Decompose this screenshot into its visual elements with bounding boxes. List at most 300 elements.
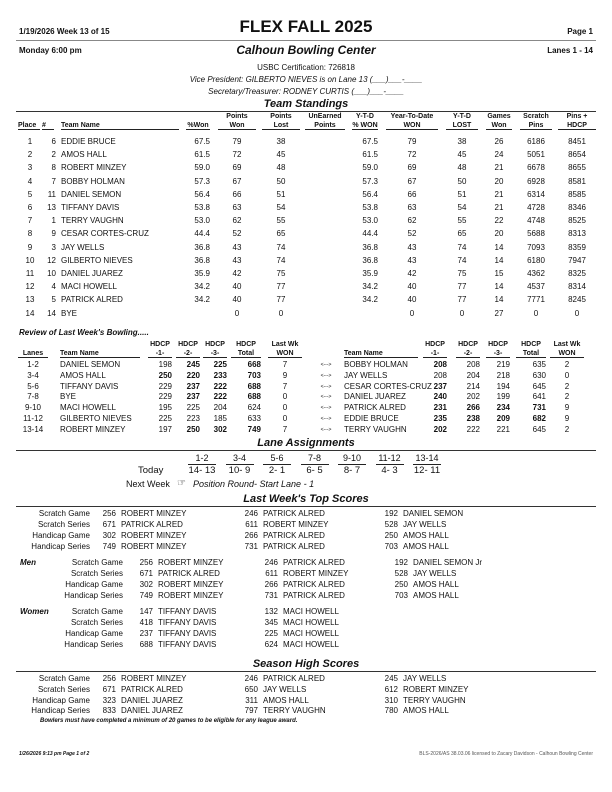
- total: 668: [247, 360, 261, 369]
- category: Scratch Series: [37, 520, 90, 529]
- header-right-g3: -3-: [486, 350, 510, 358]
- opponent-team-name: BOBBY HOLMAN: [344, 360, 408, 369]
- ytd-won: 63: [407, 203, 417, 212]
- opponent-game-2: 204: [466, 370, 480, 380]
- score: 418: [139, 618, 153, 627]
- team-name: TIFFANY DAVIS: [60, 381, 119, 391]
- header-team-name: Team Name: [61, 122, 179, 130]
- team-name: DANIEL SEMON: [60, 360, 121, 369]
- opponent-game-2: 222: [466, 424, 480, 434]
- bowler-name: DANIEL SEMON Jr: [413, 558, 483, 567]
- bowler-name: JAY WELLS: [413, 569, 457, 578]
- bowler-name: TIFFANY DAVIS: [158, 607, 217, 616]
- team-number: 7: [51, 176, 56, 186]
- category: Scratch Game: [38, 509, 90, 518]
- header-unearned-points-top: UnEarned: [308, 113, 342, 120]
- score: 245: [384, 674, 398, 683]
- bowler-name: AMOS HALL: [403, 531, 449, 540]
- score: 323: [102, 695, 116, 705]
- score: 731: [264, 591, 278, 600]
- bowler-name: AMOS HALL: [413, 580, 459, 589]
- place: 10: [25, 255, 35, 265]
- points-won: 66: [232, 189, 242, 199]
- opponent-last-week-won: 2: [564, 392, 570, 402]
- opponent-team-name: DANIEL JUAREZ: [344, 392, 406, 402]
- pointing-hand-icon: ☞: [177, 478, 186, 489]
- ytd-won: 42: [407, 269, 417, 278]
- review-title: Review of Last Week's Bowling.....: [19, 328, 149, 337]
- next-week-row: [0, 478, 612, 490]
- bowler-name: ROBERT MINZEY: [283, 569, 349, 578]
- game-1: 229: [158, 381, 172, 391]
- header-ytd-pct-won-top: Y-T-D: [356, 113, 374, 120]
- header-place: Place: [18, 122, 40, 130]
- score: 833: [102, 706, 116, 716]
- scratch-pins: 5051: [527, 150, 545, 160]
- game-3: 233: [213, 370, 227, 380]
- pins-hdcp: 8451: [568, 137, 586, 146]
- ytd-pct-won: 35.9: [362, 269, 378, 278]
- pct-won: 56.4: [194, 189, 210, 199]
- header-right-total: Total: [516, 350, 546, 358]
- team-name: AMOS HALL: [60, 370, 106, 380]
- review-row: [0, 371, 612, 382]
- bowler-name: PATRICK ALRED: [263, 674, 325, 683]
- header-lanes: Lanes: [18, 350, 48, 358]
- header-right-won: WON: [550, 350, 584, 358]
- opponent-last-week-won: 2: [564, 424, 570, 434]
- category: Handicap Series: [31, 542, 90, 551]
- team-name: MACI HOWELL: [61, 282, 118, 292]
- score: 671: [102, 684, 116, 694]
- pct-won: 36.8: [194, 255, 210, 265]
- place: 11: [25, 269, 35, 278]
- top-women-row: [0, 617, 612, 628]
- bowler-name: ROBERT MINZEY: [121, 531, 187, 540]
- standings-row: [0, 161, 612, 174]
- place: 1: [27, 137, 33, 146]
- ytd-lost: 0: [459, 308, 465, 318]
- team-number: 2: [51, 150, 56, 160]
- total: 688: [247, 392, 261, 402]
- pct-won: 44.4: [194, 229, 210, 239]
- team-number: 6: [51, 137, 56, 146]
- scratch-pins: 5688: [527, 229, 545, 239]
- header-points-won-top: Points: [226, 113, 248, 120]
- score: 528: [384, 520, 398, 529]
- opponent-game-1: 235: [433, 414, 447, 423]
- bowler-name: DANIEL JUAREZ: [121, 706, 183, 716]
- team-number: 5: [51, 295, 56, 305]
- versus-arrow-icon: <--->: [320, 416, 332, 422]
- lane-assignments-title: Lane Assignments: [257, 437, 355, 449]
- score: 731: [244, 542, 258, 551]
- women-label: Women: [20, 607, 49, 616]
- bowler-name: PATRICK ALRED: [283, 591, 345, 600]
- lane-pair: 1-2: [188, 452, 216, 465]
- points-won: 67: [232, 176, 242, 186]
- lane-pair: 13-14: [413, 452, 441, 465]
- score: 688: [139, 640, 153, 649]
- team-number: 9: [51, 229, 56, 239]
- pct-won: 35.9: [194, 269, 210, 278]
- bowler-name: MACI HOWELL: [283, 629, 340, 638]
- team-number: 8: [51, 163, 56, 173]
- today-assignment: 10- 9: [228, 465, 251, 476]
- header-right-g2: -2-: [456, 350, 480, 358]
- standings-row: [0, 280, 612, 293]
- team-number: 10: [47, 269, 56, 278]
- header-ytd-lost-top: Y-T-D: [453, 113, 471, 120]
- points-won: 62: [232, 216, 242, 226]
- points-lost: 55: [276, 216, 286, 226]
- game-1: 197: [158, 424, 172, 434]
- header-left-g1-top: HDCP: [150, 341, 170, 348]
- opponent-game-2: 202: [466, 392, 480, 402]
- pct-won: 57.3: [194, 176, 210, 186]
- score: 266: [264, 580, 278, 589]
- score: 250: [394, 580, 408, 589]
- lanes: 5-6: [27, 381, 39, 391]
- season-high-row: [0, 674, 612, 685]
- score: 345: [264, 618, 278, 627]
- points-lost: 0: [278, 308, 284, 318]
- ytd-won: 79: [407, 137, 417, 146]
- opponent-last-week-won: 2: [564, 381, 570, 391]
- bowler-name: JAY WELLS: [403, 520, 447, 529]
- bowler-name: PATRICK ALRED: [283, 580, 345, 589]
- score: 266: [244, 531, 258, 540]
- today-row: [0, 465, 612, 477]
- bowler-name: TIFFANY DAVIS: [158, 618, 217, 627]
- pct-won: 59.0: [194, 163, 210, 173]
- season-high-title: Season High Scores: [252, 658, 360, 670]
- category: Scratch Series: [70, 569, 123, 578]
- opponent-game-1: 208: [433, 360, 447, 369]
- place: 5: [27, 189, 33, 199]
- ytd-lost: 54: [457, 203, 467, 212]
- ytd-lost: 51: [457, 189, 467, 199]
- points-lost: 65: [276, 229, 286, 239]
- points-lost: 54: [276, 203, 286, 212]
- ytd-pct-won: 44.4: [362, 229, 378, 239]
- bowler-name: MACI HOWELL: [283, 640, 340, 649]
- game-3: 185: [213, 414, 227, 423]
- top-women-row: [0, 639, 612, 650]
- opponent-last-week-won: 0: [564, 370, 570, 380]
- header-team-number: #: [42, 122, 54, 130]
- score: 246: [244, 509, 258, 518]
- team-number: 12: [47, 255, 56, 265]
- opponent-last-week-won: 2: [564, 360, 570, 369]
- scratch-pins: 0: [533, 308, 539, 318]
- header-points-lost: Lost: [262, 122, 300, 130]
- standings-row: [0, 307, 612, 320]
- ytd-lost: 74: [457, 242, 467, 252]
- header-pins-hdcp: HDCP: [558, 122, 596, 130]
- license-info: BLS-2026/AS 38.03.06 licensed to Zacary Davidson - Calhoun Bowling Center: [419, 751, 593, 757]
- game-3: 204: [213, 403, 227, 413]
- games-won: 26: [494, 137, 504, 146]
- opponent-total: 731: [532, 403, 546, 413]
- ytd-lost: 77: [457, 295, 467, 305]
- ytd-won: 0: [409, 308, 415, 318]
- ytd-pct-won: 34.2: [362, 282, 378, 292]
- team-number: 4: [51, 282, 56, 292]
- standings-title: Team Standings: [263, 98, 349, 110]
- opponent-game-1: 208: [433, 370, 447, 380]
- pins-hdcp: 8359: [568, 242, 586, 252]
- place: 3: [27, 163, 33, 173]
- games-won: 14: [494, 255, 504, 265]
- score: 225: [264, 629, 278, 638]
- opponent-total: 645: [532, 424, 546, 434]
- game-2: 225: [186, 403, 200, 413]
- score: 611: [265, 569, 278, 578]
- team-number: 1: [51, 216, 56, 226]
- bowler-name: ROBERT MINZEY: [121, 542, 187, 551]
- points-lost: 77: [276, 282, 286, 292]
- total: 633: [247, 414, 261, 423]
- header-right-won-top: Last Wk: [553, 341, 581, 348]
- pct-won: 67.5: [194, 137, 210, 146]
- standings-row: [0, 241, 612, 254]
- standings-row: [0, 135, 612, 148]
- versus-arrow-icon: <--->: [320, 372, 332, 379]
- pins-hdcp: 8313: [568, 229, 586, 239]
- score: 250: [384, 531, 398, 540]
- header-right-g3-top: HDCP: [488, 341, 508, 348]
- points-won: 52: [232, 229, 242, 239]
- score: 624: [264, 640, 278, 649]
- review-row: [0, 403, 612, 414]
- category: Handicap Series: [64, 591, 123, 600]
- pins-hdcp: 8325: [568, 269, 586, 278]
- league-title: FLEX FALL 2025: [239, 17, 373, 36]
- bowler-name: TERRY VAUGHN: [403, 695, 466, 705]
- opponent-total: 641: [532, 392, 546, 402]
- category: Handicap Series: [31, 706, 90, 716]
- opponent-total: 682: [532, 414, 546, 423]
- total: 624: [247, 403, 261, 413]
- games-won: 20: [494, 229, 504, 239]
- ytd-pct-won: 67.5: [362, 137, 378, 146]
- pins-hdcp: 0: [574, 308, 580, 318]
- score: 256: [102, 509, 116, 518]
- print-info: 1/26/2026 9:13 pm Page 1 of 2: [19, 751, 90, 757]
- bowling-center: Calhoun Bowling Center: [236, 43, 376, 57]
- games-won: 21: [494, 203, 504, 212]
- score: 650: [244, 684, 258, 694]
- score: 302: [102, 531, 116, 540]
- games-won: 14: [494, 282, 504, 292]
- header-right-team-name: Team Name: [344, 350, 418, 358]
- last-week-won: 7: [282, 424, 288, 434]
- score: 611: [245, 520, 258, 529]
- pct-won: 61.5: [194, 150, 210, 160]
- bowler-name: PATRICK ALRED: [263, 531, 325, 540]
- pct-won: 34.2: [194, 282, 210, 292]
- pins-hdcp: 8655: [568, 163, 586, 173]
- pins-hdcp: 8245: [568, 295, 586, 305]
- header-pct-won: %Won: [187, 122, 209, 129]
- ytd-won: 52: [407, 229, 417, 239]
- scratch-pins: 6314: [527, 189, 545, 199]
- game-3: 222: [213, 381, 227, 391]
- lane-pairs-row: [0, 452, 612, 464]
- opponent-team-name: PATRICK ALRED: [344, 403, 406, 413]
- game-1: 198: [158, 360, 172, 369]
- ytd-won: 43: [407, 242, 417, 252]
- season-high-row: [0, 696, 612, 707]
- points-lost: 74: [276, 242, 286, 252]
- opponent-game-1: 237: [433, 381, 447, 391]
- header-unearned-points: Points: [305, 122, 345, 130]
- top-men-row: [0, 568, 612, 579]
- pins-hdcp: 8581: [568, 176, 586, 186]
- team-number: 3: [51, 242, 56, 252]
- score: 132: [264, 607, 278, 616]
- today-assignment: 2- 1: [268, 465, 286, 476]
- score: 246: [244, 674, 258, 683]
- pins-hdcp: 8314: [568, 282, 586, 292]
- header-ytd-pct-won: % WON: [352, 122, 378, 129]
- score: 797: [244, 706, 258, 716]
- games-won: 14: [494, 242, 504, 252]
- total: 749: [247, 424, 261, 434]
- points-lost: 74: [276, 255, 286, 265]
- score: 192: [384, 509, 398, 518]
- header-left-won-top: Last Wk: [271, 341, 299, 348]
- opponent-total: 645: [532, 381, 546, 391]
- lanes: 3-4: [27, 370, 39, 380]
- points-won: 43: [232, 255, 242, 265]
- bowler-name: ROBERT MINZEY: [403, 684, 469, 694]
- opponent-total: 635: [532, 360, 546, 369]
- place: 8: [27, 229, 33, 239]
- pct-won: 36.8: [194, 242, 210, 252]
- scratch-pins: 6678: [527, 163, 545, 173]
- bowler-name: ROBERT MINZEY: [121, 674, 187, 683]
- ytd-lost: 38: [457, 137, 467, 146]
- game-3: 225: [213, 360, 227, 369]
- category: Handicap Game: [65, 580, 123, 589]
- header-left-g3-top: HDCP: [205, 341, 225, 348]
- points-won: 63: [232, 203, 242, 212]
- season-high-row: [0, 706, 612, 717]
- header-left-g2: -2-: [176, 350, 200, 358]
- bowler-name: PATRICK ALRED: [263, 509, 325, 518]
- pins-hdcp: 8654: [568, 150, 586, 160]
- team-name: GILBERTO NIEVES: [61, 255, 133, 265]
- last-week-won: 0: [282, 414, 288, 423]
- points-won: 43: [232, 242, 242, 252]
- today-assignment: 14- 13: [188, 465, 216, 476]
- today-label: Today: [138, 465, 164, 476]
- standings-row: [0, 188, 612, 201]
- top-men-row: [0, 590, 612, 601]
- lane-pair: 5-6: [263, 452, 291, 465]
- top-men-row: [0, 579, 612, 590]
- last-week-won: 7: [282, 360, 288, 369]
- pins-hdcp: 8585: [568, 189, 586, 199]
- category: Handicap Series: [64, 640, 123, 649]
- ytd-pct-won: 53.8: [362, 203, 378, 212]
- lanes: 13-14: [22, 424, 44, 434]
- opponent-game-3: 219: [496, 360, 510, 369]
- header-points-lost-top: Points: [270, 113, 292, 120]
- header-scratch-pins-top: Scratch: [523, 113, 549, 120]
- top-all-row: [0, 508, 612, 519]
- review-row: [0, 360, 612, 371]
- opponent-game-3: 234: [496, 403, 510, 413]
- total: 688: [247, 381, 261, 391]
- category: Handicap Game: [32, 695, 90, 705]
- bowler-name: ROBERT MINZEY: [121, 509, 187, 518]
- opponent-game-3: 209: [496, 414, 510, 423]
- points-won: 42: [232, 269, 242, 278]
- team-name: JAY WELLS: [61, 242, 105, 252]
- opponent-game-2: 214: [466, 381, 480, 391]
- review-row: [0, 425, 612, 436]
- bowler-name: PATRICK ALRED: [121, 684, 183, 694]
- opponent-game-2: 238: [466, 414, 480, 423]
- game-3: 302: [213, 424, 227, 434]
- games-won: 21: [494, 163, 504, 173]
- game-1: 195: [158, 403, 172, 413]
- lanes: 11-12: [23, 414, 43, 423]
- bowler-name: ROBERT MINZEY: [158, 580, 224, 589]
- opponent-game-2: 266: [466, 403, 480, 413]
- team-name: BYE: [60, 392, 77, 402]
- ytd-lost: 55: [457, 216, 467, 226]
- game-2: 237: [186, 392, 200, 402]
- category: Handicap Game: [32, 531, 90, 540]
- ytd-pct-won: 36.8: [362, 255, 378, 265]
- pins-hdcp: 8525: [568, 216, 586, 226]
- ytd-pct-won: 34.2: [362, 295, 378, 305]
- team-name: DANIEL JUAREZ: [61, 269, 123, 278]
- category: Scratch Series: [37, 684, 90, 694]
- bowler-name: AMOS HALL: [403, 706, 449, 716]
- team-name: BOBBY HOLMAN: [61, 176, 125, 186]
- standings-row: [0, 148, 612, 161]
- header-right-g1: -1-: [423, 350, 447, 358]
- place: 13: [25, 295, 35, 305]
- team-name: ROBERT MINZEY: [60, 424, 126, 434]
- header-team-name: Team Name: [60, 350, 140, 358]
- bowler-name: ROBERT MINZEY: [263, 520, 329, 529]
- bowler-name: PATRICK ALRED: [263, 542, 325, 551]
- header-left-total: Total: [231, 350, 261, 358]
- bowler-name: MACI HOWELL: [283, 607, 340, 616]
- scratch-pins: 6928: [527, 176, 545, 186]
- today-assignment: 12- 11: [413, 465, 441, 476]
- points-lost: 48: [276, 163, 286, 173]
- opponent-game-1: 231: [433, 403, 447, 413]
- header-games-won: Won: [486, 122, 512, 130]
- ytd-pct-won: 57.3: [362, 176, 378, 186]
- team-name: GILBERTO NIEVES: [60, 414, 132, 423]
- scratch-pins: 4728: [527, 203, 545, 212]
- bowler-name: TIFFANY DAVIS: [158, 629, 217, 638]
- score: 612: [384, 684, 398, 694]
- header-left-total-top: HDCP: [236, 341, 256, 348]
- game-2: 223: [186, 414, 200, 423]
- score: 671: [139, 569, 153, 578]
- team-number: 13: [47, 203, 56, 212]
- standings-row: [0, 267, 612, 280]
